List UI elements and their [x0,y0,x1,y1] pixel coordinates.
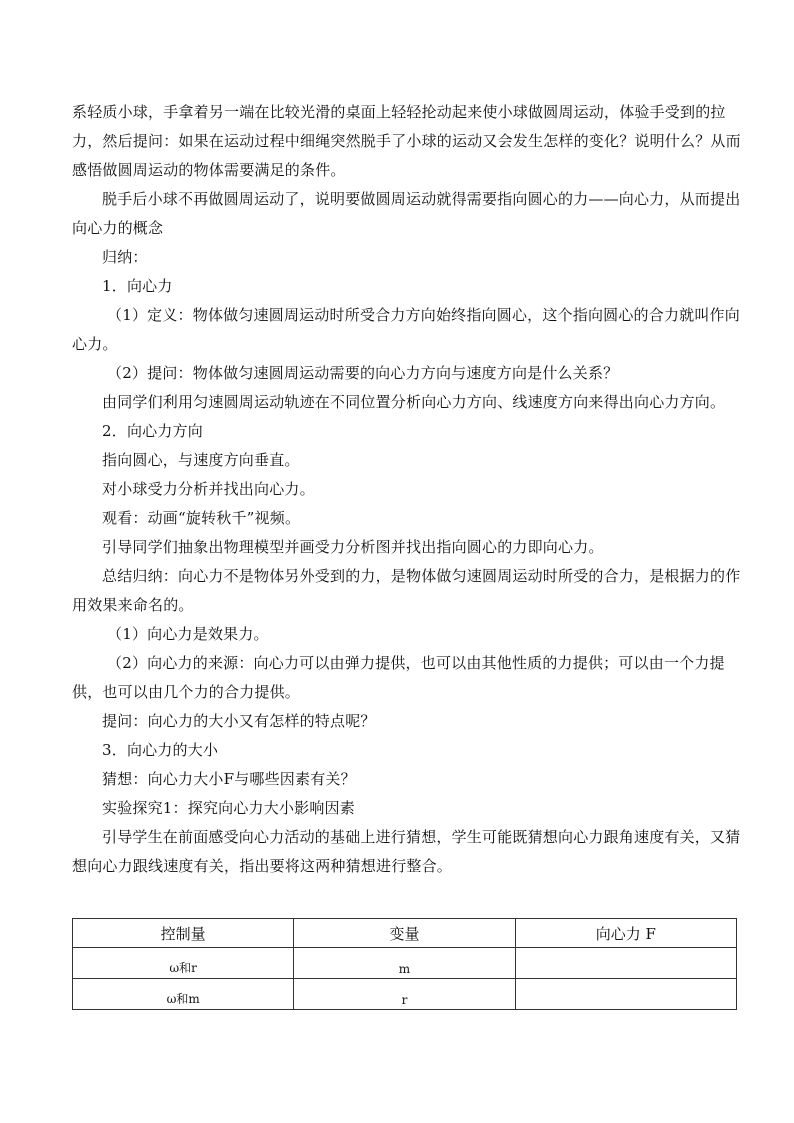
paragraph-definition: （1）定义：物体做匀速圆周运动时所受合力方向始终指向圆心，这个指向圆心的合力就叫作向心力。 [72,306,740,353]
table-header-row [73,919,737,948]
paragraph-size-question: 提问：向心力的大小又有怎样的特点呢？ [102,712,376,730]
paragraph-force-source: （2）向心力的来源：向心力可以由弹力提供，也可以由其他性质的力提供；可以由一个力提供，也可以由几个力的合力提供。 [72,654,725,701]
table-row [73,979,737,1010]
table-header-cell: 控制量 [73,919,294,948]
table-cell [515,979,736,1010]
table-cell: m [294,948,515,979]
table-cell: ω和m [73,979,294,1010]
paragraph-hypothesis: 猜想：向心力大小F与哪些因素有关？ [102,770,356,788]
table-header-cell: 变量 [294,919,515,948]
paragraph-conclusion: 总结归纳：向心力不是物体另外受到的力，是物体做匀速圆周运动时所受的合力，是根据力的作用效果来命名的。 [72,567,741,614]
experiment-table [72,918,737,1010]
paragraph-explanation: 脱手后小球不再做圆周运动了，说明要做圆周运动就得需要指向圆心的力——向心力，从而提出向心力的概念 [72,190,741,237]
table-cell: r [294,979,515,1010]
table-row [73,948,737,979]
table-cell [515,948,736,979]
paragraph-analysis: 由同学们利用匀速圆周运动轨迹在不同位置分析向心力方向、线速度方向来得出向心力方向。 [102,393,726,411]
heading-centripetal-force: 1．向心力 [102,277,173,295]
paragraph-question: （2）提问：物体做匀速圆周运动需要的向心力方向与速度方向是什么关系？ [107,364,619,382]
paragraph-summary-label: 归纳： [102,248,148,266]
paragraph-experiment-title: 实验探究1：探究向心力大小影响因素 [102,799,355,817]
paragraph-direction-answer: 指向圆心，与速度方向垂直。 [102,451,300,469]
document-body [72,98,742,881]
paragraph-effect-force: （1）向心力是效果力。 [107,625,269,643]
paragraph-experiment-guide: 引导学生在前面感受向心力活动的基础上进行猜想，学生可能既猜想向心力跟角速度有关，又猜想向心力跟线速度有关，指出要将这两种猜想进行整合。 [72,828,741,875]
heading-force-magnitude: 3．向心力的大小 [102,741,219,759]
table-header-cell: 向心力 F [515,919,736,948]
table-cell: ω和r [73,948,294,979]
heading-force-direction: 2．向心力方向 [102,422,203,440]
paragraph-intro-continued: 系轻质小球，手拿着另一端在比较光滑的桌面上轻轻抡动起来使小球做圆周运动，体验手受到的拉力，然后提问：如果在运动过程中细绳突然脱手了小球的运动又会发生怎样的变化？说明什么？从而感悟做圆周运动的物体需要满足的条件。 [72,103,741,179]
paragraph-watch-video: 观看：动画“旋转秋千”视频。 [102,509,301,527]
paragraph-force-analysis: 对小球受力分析并找出向心力。 [102,480,315,498]
paragraph-guide-model: 引导同学们抽象出物理模型并画受力分析图并找出指向圆心的力即向心力。 [102,538,604,556]
